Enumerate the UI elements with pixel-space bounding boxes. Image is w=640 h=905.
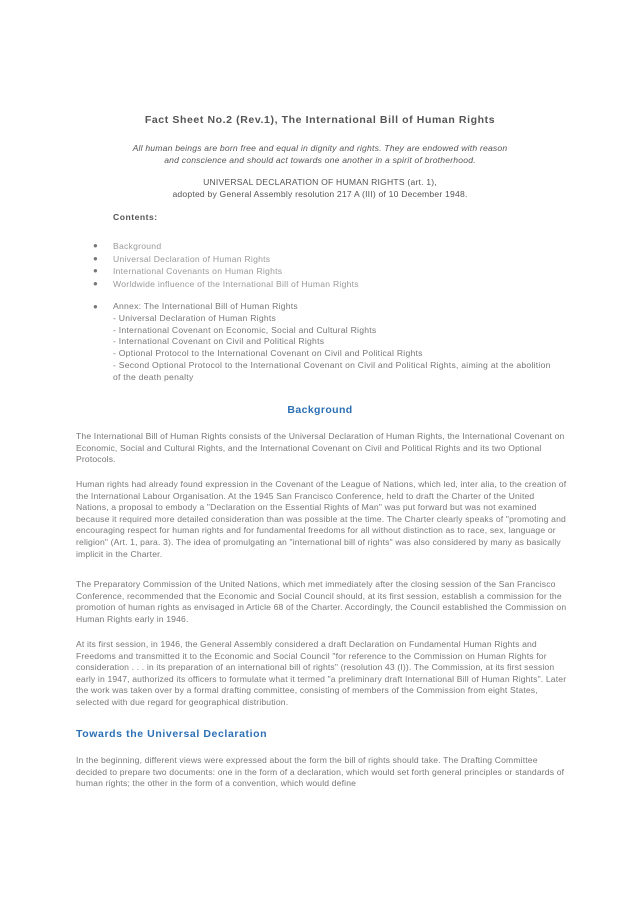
toc-item-universal-declaration — [93, 253, 359, 266]
toc-item-international-covenants — [93, 265, 359, 278]
table-of-contents — [93, 240, 359, 290]
quote-line-1: All human beings are born free and equal in dignity and rights. They are endowed with reason — [132, 143, 508, 153]
citation-line-2: adopted by General Assembly resolution 217 A (III) of 10 December 1948. — [172, 189, 468, 199]
annex-item: - Optional Protocol to the International Covenant on Civil and Political Rights — [113, 348, 423, 359]
background-paragraph-3: The Preparatory Commission of the United Nations, which met immediately after the closing session of the San Francisco Conference, recommended that the Economic and Social Council should, at its first session, establish a commission for the promotion of human rights as envisaged in Article 68 of the Charter. Accordingly, the Council established the Commission on Human Rights early in 1946. — [76, 579, 567, 624]
epigraph-citation — [0, 176, 640, 200]
toc-link-worldwide-influence[interactable]: Worldwide influence of the International Bill of Human Rights — [113, 278, 359, 289]
citation-line-1: UNIVERSAL DECLARATION OF HUMAN RIGHTS (art. 1), — [203, 177, 437, 187]
toc-item-background — [93, 240, 359, 253]
bullet-icon: ● — [93, 253, 99, 263]
background-paragraph-1: The International Bill of Human Rights consists of the Universal Declaration of Human Rights, the International Covenant on Economic, Social and Cultural Rights, and the International Covenant on Civil and Political Rights and its two Optional Protocols. — [76, 431, 565, 465]
annex-heading — [93, 301, 553, 313]
section-heading-background: Background — [287, 404, 353, 416]
annex-item: - International Covenant on Economic, Social and Cultural Rights — [113, 324, 377, 335]
quote-line-2: and conscience and should act towards one another in a spirit of brotherhood. — [164, 155, 476, 165]
bullet-icon: ● — [93, 302, 99, 311]
towards-paragraph-1: In the beginning, different views were expressed about the form the bill of rights should take. The Drafting Committee decided to prepare two documents: one in the form of a declaration, which would set forth general principles or standards of human rights; the other in the form of a convention, which would define — [76, 755, 565, 789]
toc-link-universal-declaration[interactable]: Universal Declaration of Human Rights — [113, 253, 271, 264]
annex-heading-text: Annex: The International Bill of Human Rights — [113, 301, 298, 311]
annex-item: - International Covenant on Civil and Political Rights — [113, 336, 325, 347]
bullet-icon: ● — [93, 278, 99, 288]
contents-label: Contents: — [113, 212, 158, 222]
background-paragraph-4: At its first session, in 1946, the General Assembly considered a draft Declaration on Fundamental Human Rights and Freedoms and transmitted it to the Economic and Social Council "for reference to the Commission on Human Rights for consideration . . . in its preparation of an international bill of rights" (resolution 43 (I)). The Commission, at its first session early in 1947, authorized its officers to formulate what it termed "a preliminary draft International Bill of Human Rights". Later the work was taken over by a formal drafting committee, consisting of members of the Commission from eight States, selected with due regard for geographical distribution. — [76, 639, 567, 707]
toc-item-worldwide-influence — [93, 278, 359, 291]
annex-item: - Universal Declaration of Human Rights — [113, 312, 277, 323]
document-title: Fact Sheet No.2 (Rev.1), The International Bill of Human Rights — [144, 114, 496, 126]
epigraph-quote — [0, 142, 640, 166]
toc-link-background[interactable]: Background — [113, 241, 162, 251]
annex-item: - Second Optional Protocol to the International Covenant on Civil and Political Rights, aiming at the abolition of the death penalty — [113, 359, 551, 382]
background-paragraph-2: Human rights had already found expression in the Covenant of the League of Nations, which led, inter alia, to the creation of the International Labour Organisation. At the 1945 San Francisco Conference, held to draft the Charter of the United Nations, a proposal to embody a "Declaration on the Essential Rights of Man" was put forward but was not examined because it required more detailed consideration than was possible at the time. The Charter clearly speaks of "promoting and encouraging respect for human rights and for fundamental freedoms for all without distinction as to race, sex, language or religion" (Art. 1, para. 3). The idea of promulgating an "international bill of rights" was also considered by many as basically implicit in the Charter. — [76, 479, 567, 559]
bullet-icon: ● — [93, 266, 99, 276]
bullet-icon: ● — [93, 241, 99, 250]
annex-list — [93, 301, 553, 384]
toc-link-international-covenants[interactable]: International Covenants on Human Rights — [113, 266, 283, 277]
section-heading-towards-universal-declaration: Towards the Universal Declaration — [76, 728, 268, 740]
